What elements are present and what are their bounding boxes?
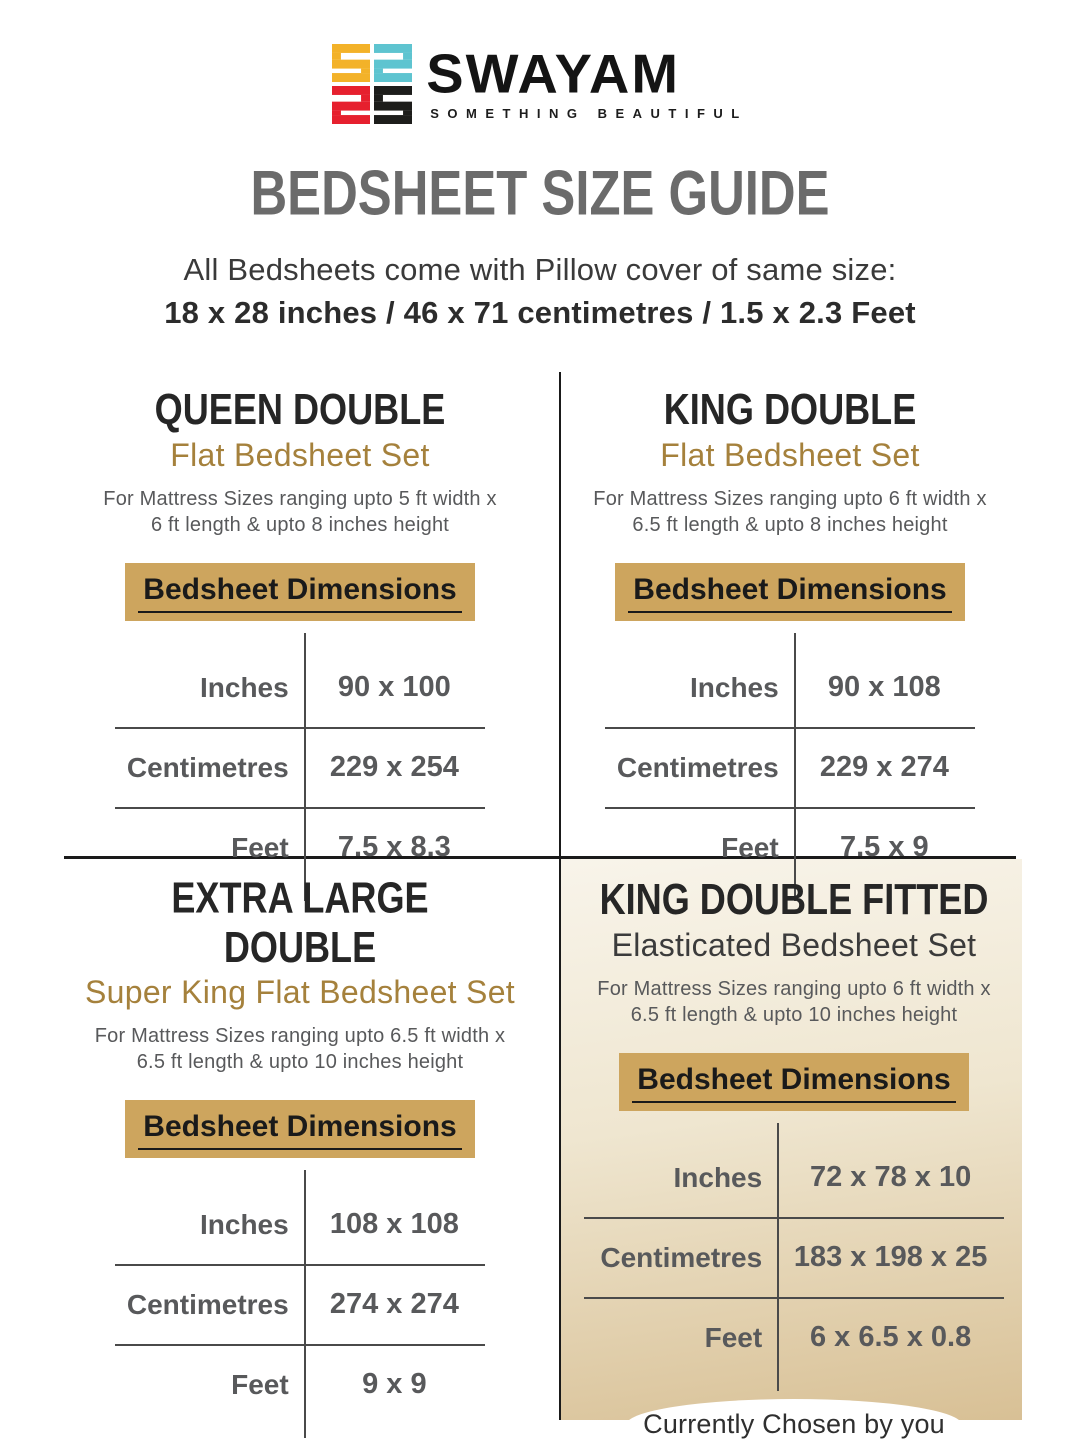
row-label-inches: Inches	[673, 1161, 763, 1193]
brand-logo	[0, 44, 1080, 124]
logo-digit-2-red-icon	[332, 86, 370, 124]
table-divider-vertical	[304, 633, 306, 901]
currently-chosen-badge: Currently Chosen by you	[626, 1399, 962, 1440]
brand-wordmark	[426, 43, 748, 121]
page-title: BEDSHEET SIZE GUIDE	[250, 158, 830, 229]
card-description-line2: 6.5 ft length & upto 10 inches height	[136, 1051, 464, 1074]
card-subtitle: Flat Bedsheet Set	[660, 437, 920, 473]
dimensions-band-label: Bedsheet Dimensions	[138, 573, 462, 613]
row-label-inches: Inches	[199, 671, 289, 703]
card-description-line1: For Mattress Sizes ranging upto 6 ft width x	[597, 978, 991, 1000]
dimensions-band	[619, 1053, 969, 1111]
row-value-centimetres: 274 x 274	[329, 1288, 459, 1321]
card-subtitle: Super King Flat Bedsheet Set	[85, 974, 515, 1010]
row-value-feet: 7.5 x 8.3	[337, 831, 451, 864]
row-value-inches: 90 x 100	[337, 671, 451, 704]
row-value-inches: 90 x 108	[827, 671, 941, 704]
card-queen-double	[65, 386, 535, 887]
table-divider-vertical	[777, 1123, 779, 1391]
table-divider-vertical	[304, 1170, 306, 1438]
row-value-centimetres: 229 x 254	[329, 751, 459, 784]
row-label-feet: Feet	[231, 831, 289, 863]
card-subtitle: Flat Bedsheet Set	[170, 437, 430, 473]
card-title: KING DOUBLE	[663, 384, 917, 434]
size-table	[584, 1139, 1004, 1377]
card-description-line1: For Mattress Sizes ranging upto 5 ft width x	[103, 488, 497, 510]
card-description	[565, 486, 1015, 539]
size-table	[115, 649, 485, 887]
row-label-inches: Inches	[689, 671, 779, 703]
card-title: EXTRA LARGE DOUBLE	[171, 873, 429, 972]
dimensions-band-label: Bedsheet Dimensions	[628, 573, 952, 613]
brand-tagline: SOMETHING BEAUTIFUL	[430, 105, 748, 121]
row-label-feet: Feet	[704, 1321, 763, 1353]
row-label-feet: Feet	[721, 831, 779, 863]
card-description-line2: 6.5 ft length & upto 8 inches height	[632, 514, 948, 537]
row-label-centimetres: Centimetres	[126, 751, 289, 783]
brand-name: SWAYAM	[426, 43, 680, 105]
size-table	[605, 649, 975, 887]
card-title: QUEEN DOUBLE	[154, 384, 446, 434]
size-table	[115, 1186, 485, 1424]
card-description-line2: 6 ft length & upto 8 inches height	[150, 514, 450, 537]
dimensions-band	[615, 563, 965, 621]
table-row-centimetres	[115, 1264, 485, 1344]
swayam-logo-mark-icon	[332, 44, 412, 124]
row-label-feet: Feet	[231, 1368, 289, 1400]
table-row-centimetres	[605, 727, 975, 807]
card-description	[65, 486, 535, 539]
table-row-inches	[115, 649, 485, 727]
card-title: KING DOUBLE FITTED	[599, 874, 989, 924]
card-king-double	[565, 386, 1015, 887]
dimensions-band	[125, 563, 475, 621]
row-value-centimetres: 183 x 198 x 25	[793, 1241, 988, 1274]
row-value-feet: 9 x 9	[362, 1368, 427, 1401]
dimensions-band-label: Bedsheet Dimensions	[632, 1063, 956, 1103]
table-divider-vertical	[794, 633, 796, 901]
table-row-inches	[605, 649, 975, 727]
logo-digit-5-black-icon	[374, 86, 412, 124]
logo-digit-2-cyan-icon	[374, 44, 412, 82]
table-row-inches	[115, 1186, 485, 1264]
card-description	[65, 1023, 535, 1076]
row-value-centimetres: 229 x 274	[819, 751, 949, 784]
card-description	[566, 976, 1022, 1029]
table-row-feet	[115, 1344, 485, 1424]
card-king-double-fitted	[566, 876, 1022, 1440]
table-row-feet	[584, 1297, 1004, 1377]
row-value-inches: 108 x 108	[329, 1208, 459, 1241]
row-label-centimetres: Centimetres	[616, 751, 779, 783]
row-label-centimetres: Centimetres	[600, 1241, 763, 1273]
row-value-feet: 6 x 6.5 x 0.8	[809, 1321, 972, 1354]
card-description-line1: For Mattress Sizes ranging upto 6.5 ft width x	[94, 1025, 506, 1047]
card-description-line1: For Mattress Sizes ranging upto 6 ft width x	[593, 488, 987, 510]
table-row-inches	[584, 1139, 1004, 1217]
logo-digit-5-yellow-icon	[332, 44, 370, 82]
dimensions-band	[125, 1100, 475, 1158]
table-row-centimetres	[115, 727, 485, 807]
row-label-inches: Inches	[199, 1208, 289, 1240]
row-value-inches: 72 x 78 x 10	[809, 1161, 972, 1194]
card-description-line2: 6.5 ft length & upto 10 inches height	[630, 1004, 958, 1027]
card-subtitle: Elasticated Bedsheet Set	[611, 927, 977, 963]
table-row-centimetres	[584, 1217, 1004, 1297]
dimensions-band-label: Bedsheet Dimensions	[138, 1110, 462, 1150]
pillow-note-line2: 18 x 28 inches / 46 x 71 centimetres / 1.5 x 2.3 Feet	[164, 295, 916, 330]
pillow-note-line1: All Bedsheets come with Pillow cover of same size:	[183, 252, 897, 287]
divider-vertical	[559, 372, 561, 1420]
card-extra-large-double	[65, 873, 535, 1424]
row-label-centimetres: Centimetres	[126, 1288, 289, 1320]
row-value-feet: 7.5 x 9	[839, 831, 929, 864]
